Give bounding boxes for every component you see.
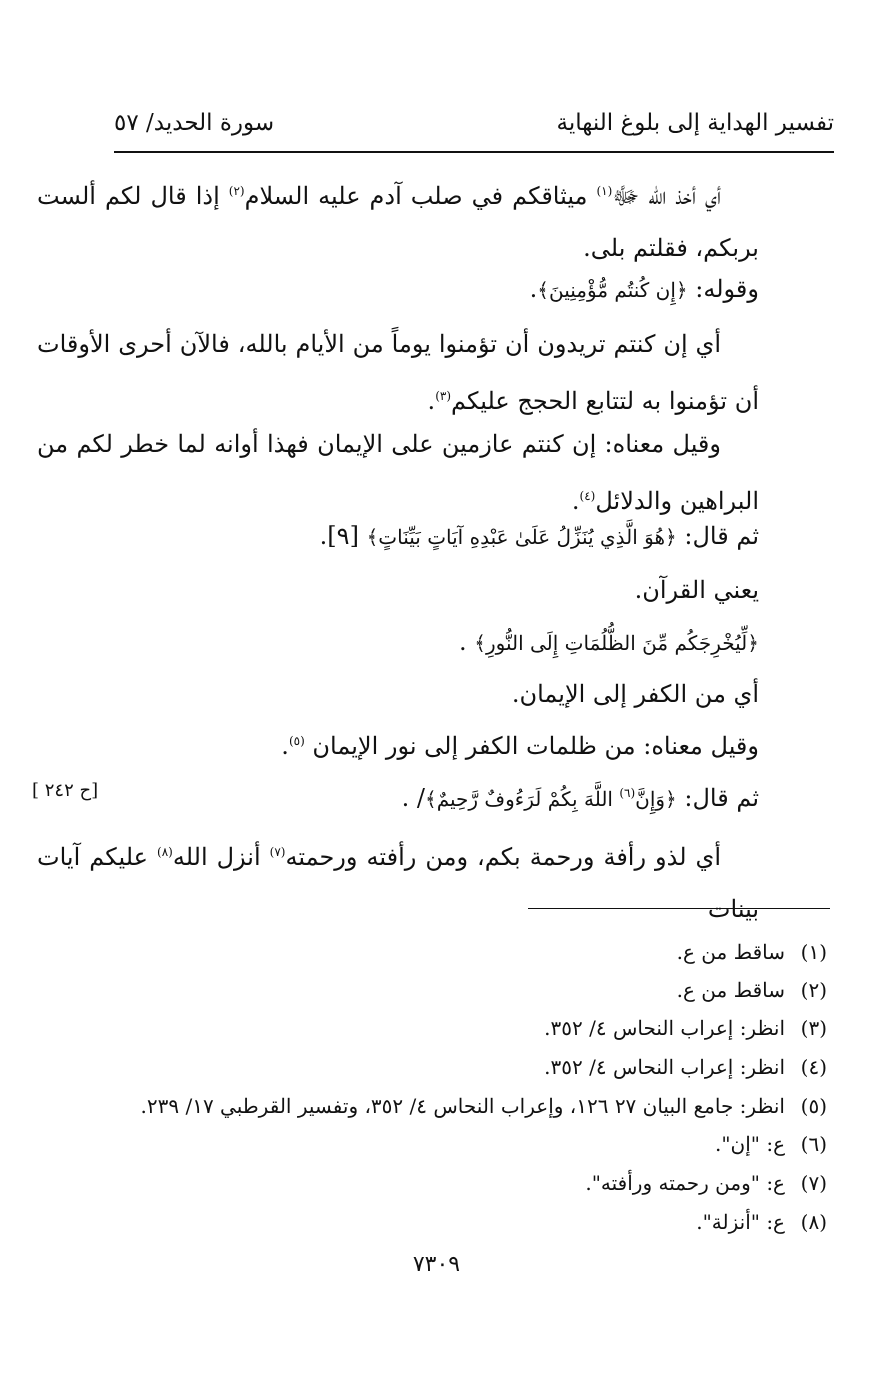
paragraph-9 (281, 732, 759, 760)
quran-verse: اللَّهَ بِكُمْ لَرَءُوفٌ رَّحِيمٌ﴾ (424, 787, 620, 811)
footnote-4 (544, 1055, 827, 1079)
footnote-text: ع: "أنزلة". (696, 1210, 785, 1234)
footnote-number: (٥) (800, 1094, 827, 1118)
text: [٩]. (319, 522, 367, 550)
text: وقيل معناه: من ظلمات الكفر إلى نور الإيمان (304, 732, 759, 760)
footnote-divider (528, 908, 830, 909)
paragraph-11 (37, 826, 759, 935)
footnote-2 (677, 978, 827, 1002)
text: وقيل معناه: إن كنتم عازمين على الإيمان فهذا أوانه لما خطر لكم من البراهين والدلائل (37, 430, 759, 515)
footnote-8 (696, 1210, 827, 1234)
text: وقوله: (687, 275, 759, 303)
text: ثم قال: (676, 784, 759, 812)
footnote-text: انظر: إعراب النحاس ٤/ ٣٥٢. (544, 1055, 785, 1079)
footnote-text: انظر: إعراب النحاس ٤/ ٣٥٢. (544, 1016, 785, 1040)
paragraph-8: أي من الكفر إلى الإيمان. (511, 680, 759, 708)
text: . (571, 487, 580, 515)
footnote-number: (٤) (800, 1055, 827, 1079)
footnote-number: (٦) (800, 1132, 827, 1156)
footnote-ref: (٧) (269, 845, 286, 859)
text: ثم قال: (676, 522, 759, 550)
text: . (427, 387, 436, 415)
footnote-ref: (٦) (619, 786, 636, 800)
footnote-text: ع: "ومن رحمته ورأفته". (585, 1171, 785, 1195)
footnote-text: ساقط من ع. (676, 940, 785, 964)
paragraph-7 (459, 628, 759, 656)
text: إذا قال لكم ألست بربكم، فقلتم بلى. (37, 182, 759, 262)
text: . (458, 628, 475, 656)
text: . (529, 275, 538, 303)
quran-verse: ﴿وَإِنَّ (635, 787, 677, 811)
quran-verse: ﴿لِّيُخْرِجَكُم مِّنَ الظُّلُمَاتِ إِلَى النُّورِ﴾ (474, 631, 759, 655)
footnote-ref: (٣) (435, 389, 452, 403)
paragraph-10 (402, 784, 759, 812)
text: أي أخذ الله ﷻ (612, 182, 721, 210)
header-divider (114, 151, 834, 153)
footnote-ref: (٨) (157, 845, 173, 859)
footnote-7 (585, 1171, 827, 1195)
page-number: ٧٣٠٩ (412, 1252, 461, 1277)
footnote-number: (٣) (800, 1016, 827, 1040)
paragraph-5 (320, 522, 759, 550)
paragraph-3 (37, 318, 759, 427)
text: عليكم آيات بينات (37, 843, 759, 923)
text: ميثاقكم في صلب آدم عليه السلام (244, 182, 597, 210)
quran-verse: ﴿إِن كُنتُم مُّؤْمِنِينَ﴾ (537, 278, 688, 302)
footnote-ref: (٢) (228, 184, 245, 198)
footnote-6 (715, 1132, 827, 1156)
footnote-ref: (٤) (579, 489, 596, 503)
footnote-number: (٨) (800, 1210, 827, 1234)
text: أنزل الله (172, 843, 270, 871)
paragraph-6: يعني القرآن. (634, 576, 759, 604)
text: . (281, 732, 289, 760)
paragraph-4 (37, 418, 759, 527)
surah-title: سورة الحديد/ ٥٧ (114, 110, 275, 136)
running-header (114, 104, 834, 148)
text: / . (401, 784, 425, 812)
footnote-3 (544, 1016, 827, 1040)
footnote-5 (141, 1094, 827, 1118)
manuscript-folio-note: [ح ٢٤٢ ] (32, 780, 99, 801)
footnote-text: ساقط من ع. (676, 978, 785, 1002)
footnote-text: انظر: جامع البيان ٢٧ ١٢٦، وإعراب النحاس ٤/ ٣٥٢، وتفسير القرطبي ١٧/ ٢٣٩. (140, 1094, 785, 1118)
footnote-ref: (٥) (288, 734, 305, 748)
text: أي إن كنتم تريدون أن تؤمنوا يوماً من الأيام بالله، فالآن أحرى الأوقات أن تؤمنوا به لتتابع الحجج عليكم (37, 330, 759, 415)
footnote-number: (١) (800, 940, 827, 964)
footnote-1 (677, 940, 827, 964)
text: أي لذو رأفة ورحمة بكم، ومن رأفته ورحمته (285, 843, 722, 871)
footnote-text: ع: "إن". (714, 1132, 785, 1156)
paragraph-2 (530, 275, 759, 303)
paragraph-1 (37, 165, 759, 274)
book-title: تفسير الهداية إلى بلوغ النهاية (556, 110, 834, 136)
footnote-number: (٢) (800, 978, 827, 1002)
footnote-ref: (١) (596, 184, 613, 198)
quran-verse: ﴿هُوَ الَّذِي يُنَزِّلُ عَلَىٰ عَبْدِهِ آيَاتٍ بَيِّنَاتٍ﴾ (366, 525, 677, 549)
footnote-number: (٧) (800, 1171, 827, 1195)
